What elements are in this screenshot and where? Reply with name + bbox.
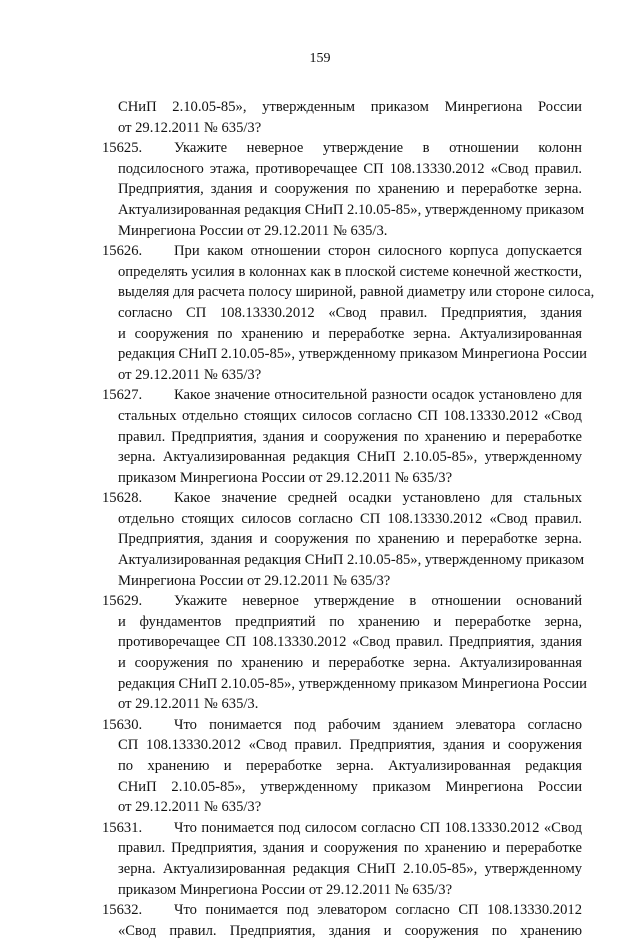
question-line: Минрегиона России от 29.12.2011 № 635/3? (118, 572, 391, 589)
page-number: 159 (309, 51, 331, 66)
question-line: по хранению и переработке зерна. Актуализированная редакция (118, 758, 582, 774)
question-first-line (102, 241, 582, 262)
question-line: зерна. Актуализированная редакция СНиП 2.10.05-85», утвержденному (118, 860, 582, 877)
intro-line: СНиП 2.10.05-85», утвержденным приказом Минрегиона России (118, 99, 582, 115)
question-list (102, 138, 595, 941)
question-line: правил. Предприятия, здания и сооружения по хранению и переработке (118, 840, 582, 857)
document-body (102, 97, 595, 941)
question-line: «Свод правил. Предприятия, здания и сооружения по хранению (118, 922, 582, 939)
question-body (118, 406, 582, 488)
question-body (118, 838, 582, 900)
question-number: 15631. (102, 819, 143, 836)
question-first-line (102, 488, 582, 509)
question-line: приказом Минрегиона России от 29.12.2011 № 635/3? (118, 881, 453, 898)
question-first-line (102, 818, 582, 839)
question-line: зерна. Актуализированная редакция СНиП 2.10.05-85», утвержденному (118, 449, 582, 466)
intro-line: от 29.12.2011 № 635/3? (118, 119, 262, 136)
question-number: 15630. (102, 716, 143, 733)
question-line: Предприятия, здания и сооружения по хранению и переработке зерна. (118, 531, 582, 548)
question-body (118, 735, 582, 817)
intro-lines (118, 97, 582, 138)
question-item (102, 818, 582, 900)
question-line: выделяя для расчета полосу шириной, равной диаметру или стороне силоса, (118, 284, 595, 301)
question-line: подсилосного этажа, противоречащее СП 108.13330.2012 «Свод правил. (118, 160, 582, 177)
question-first-line (102, 715, 582, 736)
question-number: 15629. (102, 593, 143, 610)
question-line: Актуализированная редакция СНиП 2.10.05-85», утвержденному приказом (118, 201, 585, 218)
question-item (102, 715, 582, 818)
question-number: 15628. (102, 490, 143, 507)
question-line: определять усилия в колоннах как в плоской системе конечной жесткости, (118, 263, 582, 280)
question-first-line (102, 385, 582, 406)
question-item (102, 385, 582, 488)
question-line: от 29.12.2011 № 635/3. (118, 696, 259, 713)
question-item (102, 138, 585, 241)
question-lead-text: Что понимается под элеватором согласно СП 108.13330.2012 (174, 902, 582, 919)
question-line: редакция СНиП 2.10.05-85», утвержденному приказом Минрегиона России (118, 675, 587, 692)
question-first-line (102, 900, 582, 921)
question-lead-text: Укажите неверное утверждение в отношении оснований (174, 593, 582, 610)
question-line: СНиП 2.10.05-85», утвержденному приказом Минрегиона России (118, 778, 582, 795)
question-body (118, 159, 585, 241)
question-item (102, 488, 585, 591)
question-body (118, 262, 595, 386)
question-line: приказом Минрегиона России от 29.12.2011 № 635/3? (118, 469, 453, 486)
question-number: 15625. (102, 140, 143, 157)
question-line: редакция СНиП 2.10.05-85», утвержденному приказом Минрегиона России (118, 346, 587, 363)
question-body (118, 509, 585, 591)
question-first-line (102, 591, 582, 612)
question-line: правил. Предприятия, здания и сооружения по хранению и переработке (118, 428, 582, 445)
question-body (118, 921, 582, 941)
question-lead-text: Что понимается под силосом согласно СП 108.13330.2012 «Свод (174, 819, 582, 836)
question-number: 15632. (102, 902, 143, 919)
question-number: 15627. (102, 387, 143, 404)
question-line: и сооружения по хранению и переработке зерна. Актуализированная (118, 325, 582, 342)
question-line: противоречащее СП 108.13330.2012 «Свод правил. Предприятия, здания (118, 634, 582, 651)
question-item (102, 241, 595, 385)
question-lead-text: Какое значение относительной разности осадок установлено для (174, 387, 582, 404)
question-line: Минрегиона России от 29.12.2011 № 635/3. (118, 222, 388, 239)
intro-paragraph (118, 97, 582, 138)
question-lead-text: При каком отношении сторон силосного корпуса допускается (174, 243, 582, 260)
question-line: от 29.12.2011 № 635/3? (118, 366, 262, 383)
question-line: отдельно стоящих силосов согласно СП 108.13330.2012 «Свод правил. (118, 510, 582, 527)
question-body (118, 612, 587, 715)
question-line: Предприятия, здания и сооружения по хранению и переработке зерна. (118, 181, 582, 198)
question-line: СП 108.13330.2012 «Свод правил. Предприятия, здания и сооружения (118, 737, 582, 754)
question-first-line (102, 138, 582, 159)
question-line: и фундаментов предприятий по хранению и переработке зерна, (118, 613, 582, 630)
question-lead-text: Укажите неверное утверждение в отношении колонн (174, 140, 582, 157)
question-number: 15626. (102, 243, 143, 260)
question-line: стальных отдельно стоящих силосов согласно СП 108.13330.2012 «Свод (118, 407, 582, 424)
question-lead-text: Какое значение средней осадки установлено для стальных (174, 490, 582, 507)
question-line: от 29.12.2011 № 635/3? (118, 799, 262, 816)
question-line: Актуализированная редакция СНиП 2.10.05-85», утвержденному приказом (118, 552, 585, 569)
question-item (102, 591, 587, 715)
question-item (102, 900, 582, 941)
question-line: и сооружения по хранению и переработке зерна. Актуализированная (118, 655, 582, 672)
question-lead-text: Что понимается под рабочим зданием элеватора согласно (174, 716, 582, 733)
question-line: согласно СП 108.13330.2012 «Свод правил. Предприятия, здания (118, 304, 582, 321)
